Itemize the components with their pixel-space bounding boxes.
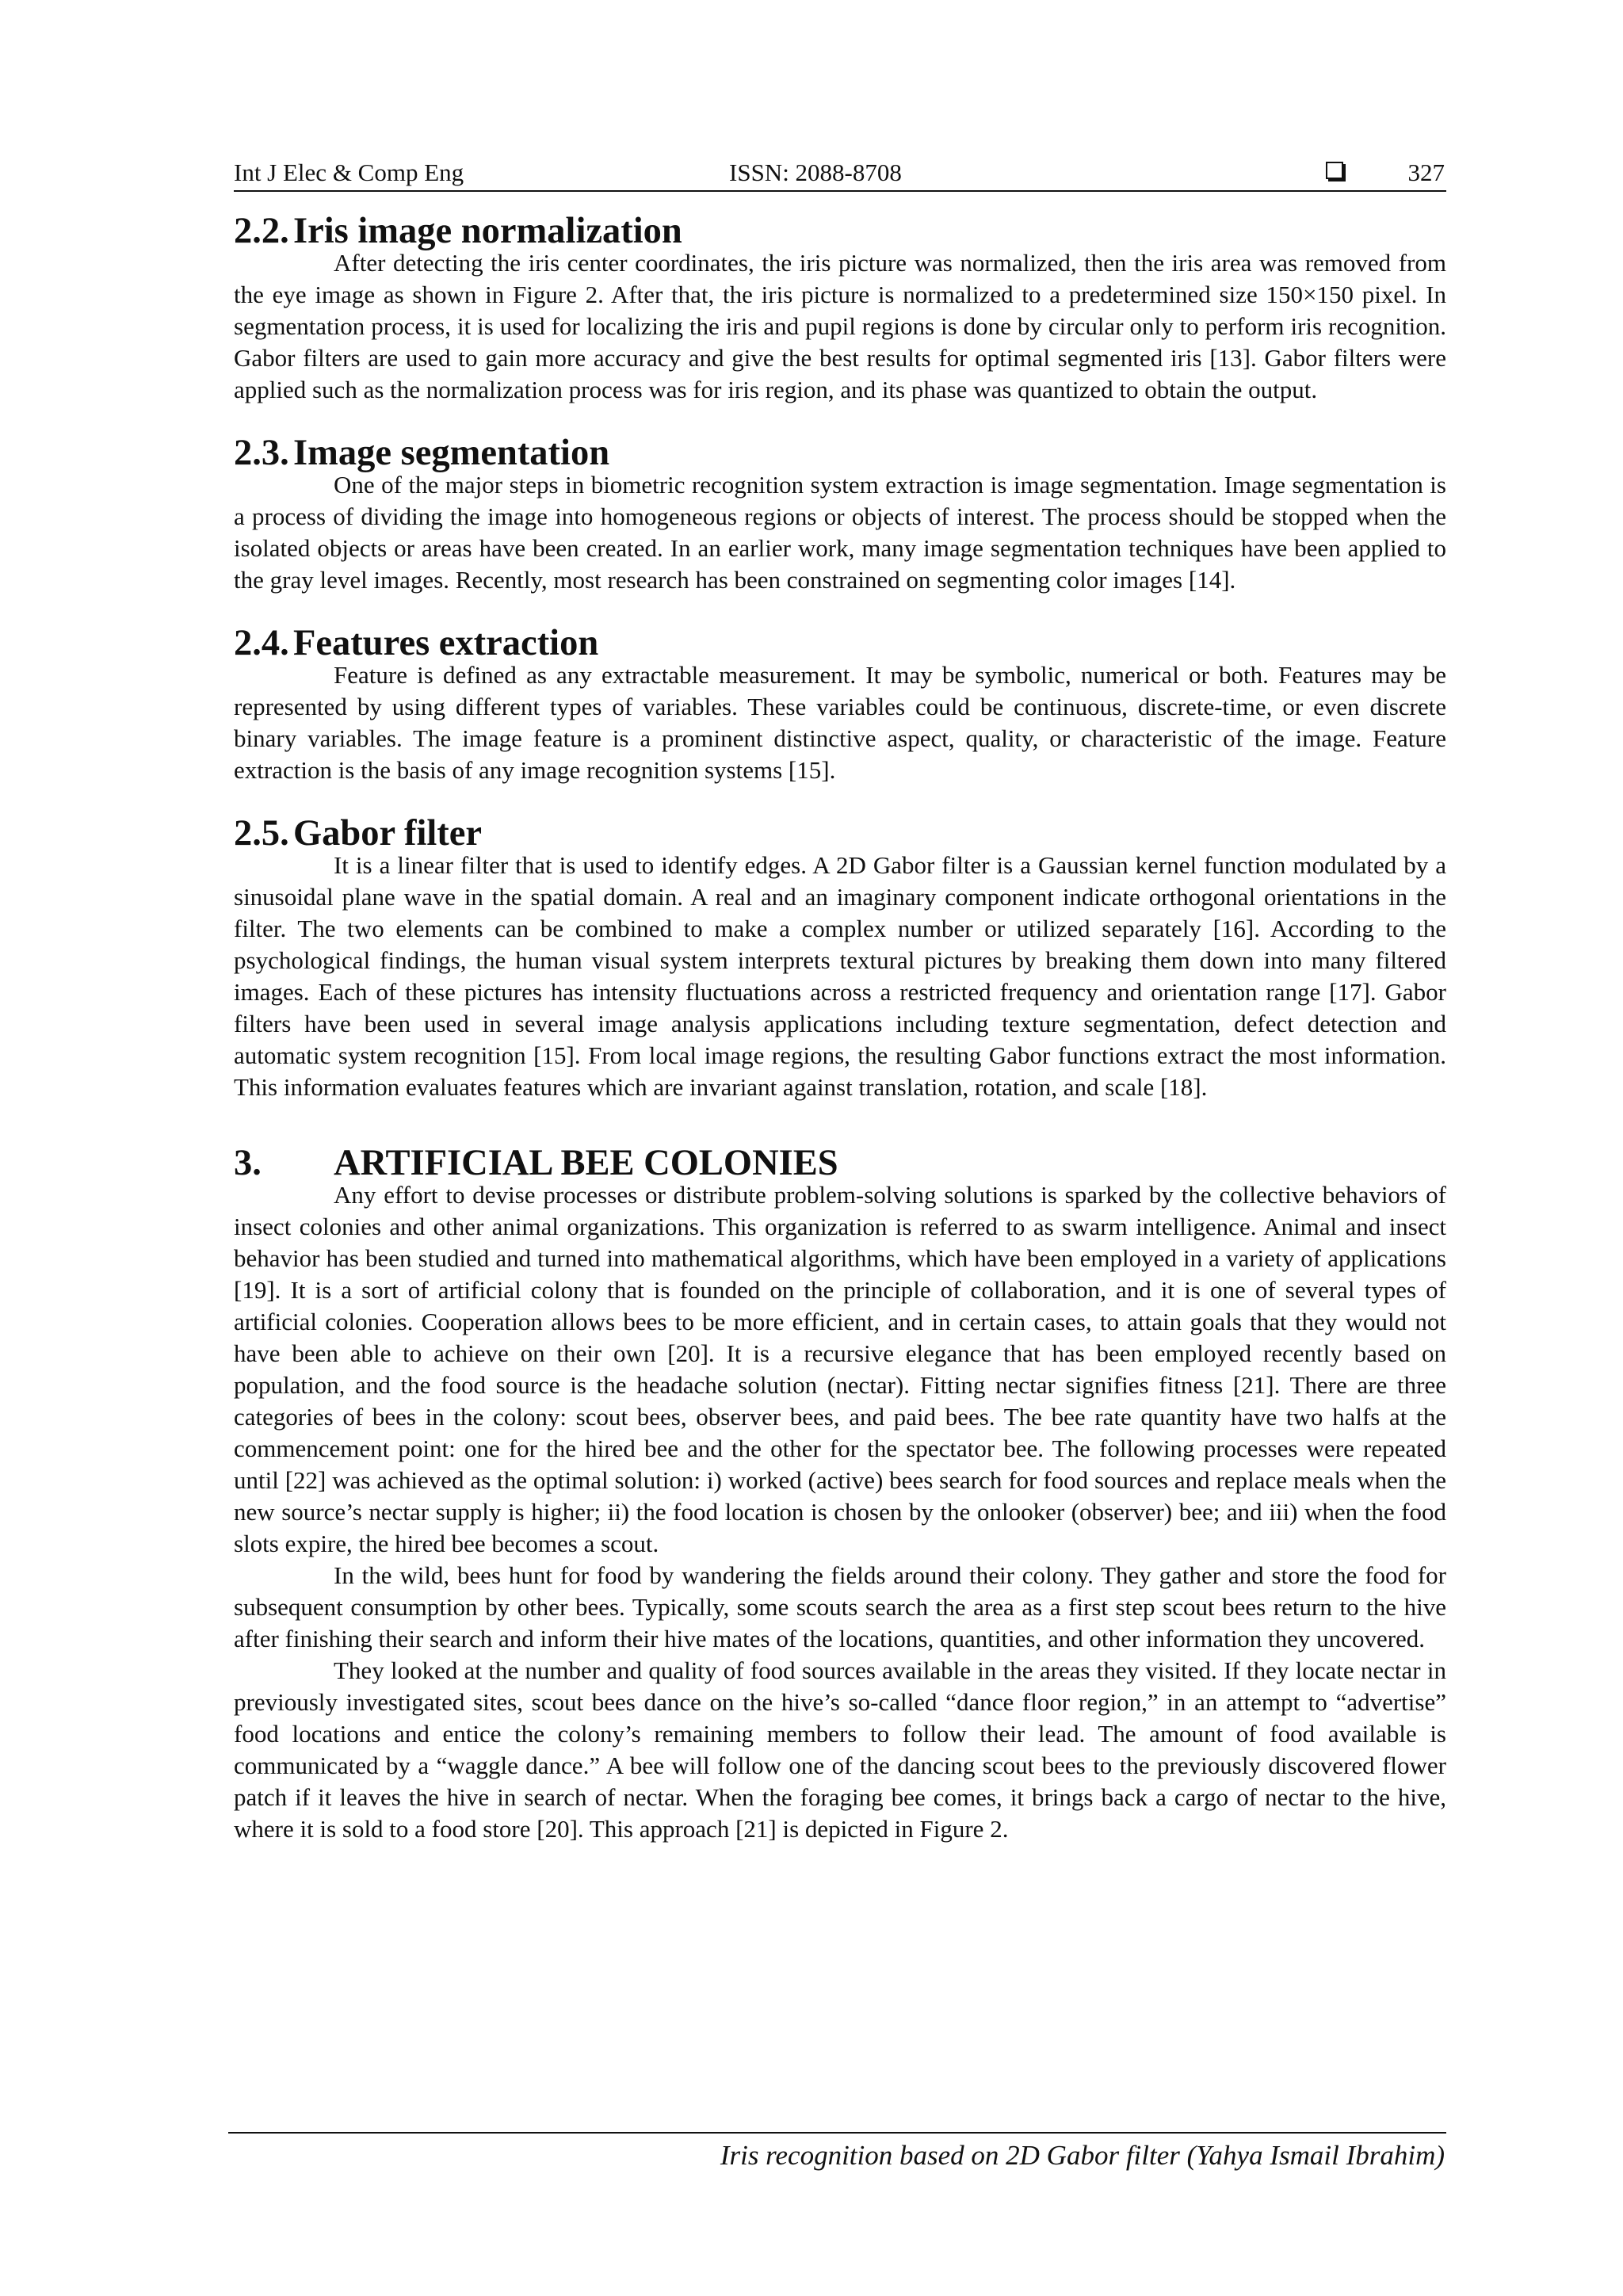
section-2-5 [234, 813, 1446, 1103]
section-title: Gabor filter [293, 813, 483, 854]
section-number: 3. [234, 1143, 262, 1183]
paragraph: Feature is defined as any extractable measurement. It may be symbolic, numerical or both. Features may be represented by using different types of variables. These variables could be continuous, discrete-time, or even discrete binary variables. The image feature is a prominent distinctive aspect, quality, or characteristic of the image. Feature extraction is the basis of any image recognition systems [15]. [234, 661, 1446, 784]
section-2-2 [234, 211, 1446, 406]
paragraph: One of the major steps in biometric recognition system extraction is image segmentation. Image segmentation is a process of dividing the image into homogeneous regions or objects of interest. The process should be stopped when the isolated objects or areas have been created. In an earlier work, many image segmentation techniques have been applied to the gray level images. Recently, most research has been constrained on segmenting color images [14]. [234, 471, 1446, 594]
page-body [234, 211, 1446, 1877]
section-title: Iris image normalization [293, 211, 682, 251]
section-3 [234, 1143, 1446, 1845]
square-icon [1326, 162, 1343, 179]
section-number: 2.5. [234, 813, 289, 854]
section-heading [234, 211, 1446, 251]
section-heading [234, 433, 1446, 473]
section-heading [234, 623, 1446, 663]
paragraph: It is a linear filter that is used to identify edges. A 2D Gabor filter is a Gaussian kernel function modulated by a sinusoidal plane wave in the spatial domain. A real and an imaginary component indicate orthogonal orientations in the filter. The two elements can be combined to make a complex number or utilized separately [16]. According to the psychological findings, the human visual system interprets textural pictures by breaking them down into many filtered images. Each of these pictures has intensity fluctuations across a restricted frequency and orientation range [17]. Gabor filters have been used in several image analysis applications including texture segmentation, defect detection and automatic system recognition [15]. From local image regions, the resulting Gabor functions extract the most information. This information evaluates features which are invariant against translation, rotation, and scale [18]. [234, 851, 1446, 1101]
section-heading [234, 1143, 1446, 1183]
journal-name: Int J Elec & Comp Eng [234, 159, 464, 186]
section-title: Features extraction [293, 623, 599, 663]
running-title: Iris recognition based on 2D Gabor filter (Yahya Ismail Ibrahim) [720, 2140, 1445, 2171]
paragraph: They looked at the number and quality of food sources available in the areas they visited. If they locate nectar in previously investigated sites, scout bees dance on the hive’s so-called “dance floor region,” in an attempt to “advertise” food locations and entice the colony’s remaining members to follow their lead. The amount of food available is communicated by a “waggle dance.” A bee will follow one of the dancing scout bees to the previously discovered flower patch if it leaves the hive in search of nectar. When the foraging bee comes, it brings back a cargo of nectar to the hive, where it is sold to a food store [20]. This approach [21] is depicted in Figure 2. [234, 1656, 1446, 1843]
section-2-4 [234, 623, 1446, 786]
paragraph: In the wild, bees hunt for food by wandering the fields around their colony. They gather and store the food for subsequent consumption by other bees. Typically, some scouts search the area as a first step scout bees return to the hive after finishing their search and inform their hive mates of the locations, quantities, and other information they uncovered. [234, 1561, 1446, 1652]
section-number: 2.2. [234, 211, 289, 251]
paragraph: After detecting the iris center coordinates, the iris picture was normalized, then the iris area was removed from the eye image as shown in Figure 2. After that, the iris picture is normalized to a predetermined size 150×150 pixel. In segmentation process, it is used for localizing the iris and pupil regions is done by circular only to perform iris recognition. Gabor filters are used to gain more accuracy and give the best results for optimal segmented iris [13]. Gabor filters were applied such as the normalization process was for iris region, and its phase was quantized to obtain the output. [234, 249, 1446, 403]
paragraph: Any effort to devise processes or distribute problem-solving solutions is sparked by the collective behaviors of insect colonies and other animal organizations. This organization is referred to as swarm intelligence. Animal and insect behavior has been studied and turned into mathematical algorithms, which have been employed in a variety of applications [19]. It is a sort of artificial colony that is founded on the principle of collaboration, and it is one of several types of artificial colonies. Cooperation allows bees to be more efficient, and in certain cases, to attain goals that they would not have been able to achieve on their own [20]. It is a recursive elegance that has been employed recently based on population, and the food source is the headache solution (nectar). Fitting nectar signifies fitness [21]. There are three categories of bees in the colony: scout bees, observer bees, and paid bees. The bee rate quantity have two halfs at the commencement point: one for the hired bee and the other for the spectator bee. The following processes were repeated until [22] was achieved as the optimal solution: i) worked (active) bees search for food sources and replace meals when the new source’s nectar supply is higher; ii) the food location is chosen by the onlooker (observer) bee; and iii) when the food slots expire, the hired bee becomes a scout. [234, 1181, 1446, 1557]
issn: ISSN: 2088-8708 [729, 159, 902, 186]
section-title: Image segmentation [293, 433, 610, 473]
section-heading [234, 813, 1446, 854]
section-2-3 [234, 433, 1446, 596]
page-number: 327 [1407, 159, 1445, 186]
section-title: ARTIFICIAL BEE COLONIES [334, 1143, 838, 1183]
section-number: 2.3. [234, 433, 289, 473]
page-header [234, 155, 1446, 192]
section-number: 2.4. [234, 623, 289, 663]
page-footer [228, 2132, 1446, 2171]
